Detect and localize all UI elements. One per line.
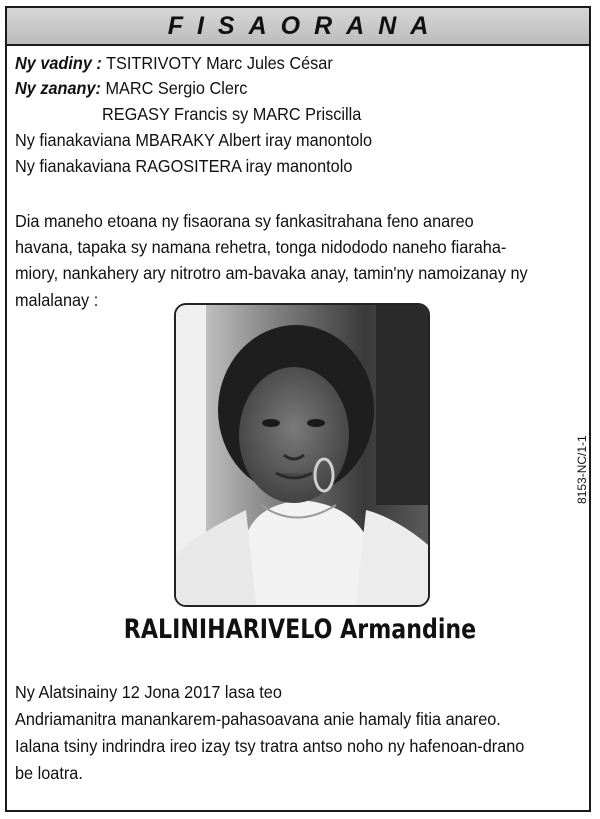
message-line-4: malalanay : — [15, 290, 99, 310]
message-line-3: miory, nankahery ary nitrotro am-bavaka anay, tamin'ny namoizanay ny — [15, 263, 528, 283]
header-bar — [5, 6, 591, 46]
header-title: FISAORANA — [167, 11, 443, 40]
reference-code: 8153-NC/1-1 — [575, 435, 589, 504]
footer-line-2: Andriamanitra manankarem-pahasoavana anie hamaly fitia anareo. — [15, 709, 501, 729]
footer-line-3: Ialana tsiny indrindra ireo izay tsy tratra antso noho ny hafenoan-drano — [15, 736, 525, 756]
message-line-2: havana, tapaka sy namana rehetra, tonga nidododo naneho fiaraha- — [15, 237, 507, 257]
children-line — [15, 77, 247, 99]
spouse-name: TSITRIVOTY Marc Jules César — [106, 53, 333, 73]
portrait-photo — [174, 303, 430, 607]
relative-2: Ny fianakaviana RAGOSITERA iray manontolo — [15, 156, 353, 176]
message-line-1: Dia maneho etoana ny fisaorana sy fankasitrahana feno anareo — [15, 211, 474, 231]
relative-1: Ny fianakaviana MBARAKY Albert iray manontolo — [15, 130, 373, 150]
child-2: REGASY Francis sy MARC Priscilla — [102, 104, 362, 124]
spouse-label: Ny vadiny : — [15, 53, 102, 73]
deceased-name: RALINIHARIVELO Armandine — [123, 614, 477, 645]
footer-line-1: Ny Alatsinainy 12 Jona 2017 lasa teo — [15, 682, 282, 702]
portrait-image-icon — [176, 305, 428, 605]
children-label: Ny zanany: — [15, 78, 101, 98]
spouse-line — [15, 52, 333, 74]
footer-line-4: be loatra. — [15, 763, 83, 783]
child-1: MARC Sergio Clerc — [105, 78, 248, 98]
